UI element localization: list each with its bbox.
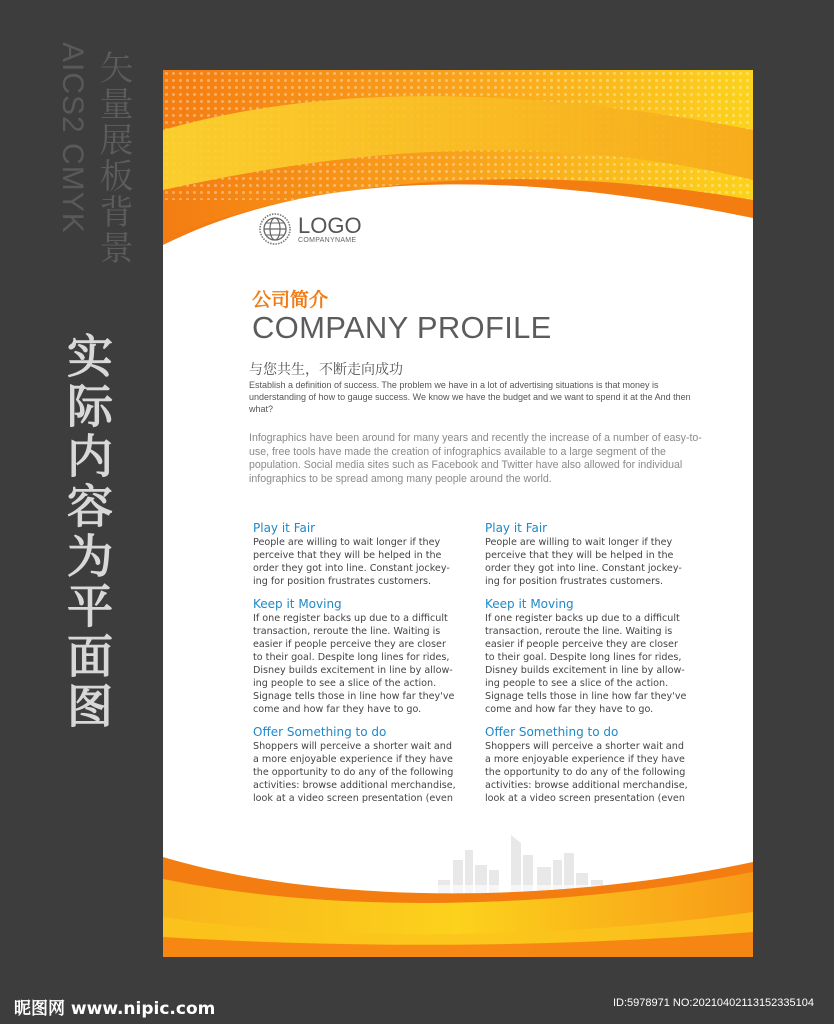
profile-board <box>163 70 753 957</box>
section <box>253 725 468 805</box>
intro-paragraph-2: Infographics have been around for many years and recently the increase of a number of easy-to-use, free tools have made the creation of infographics available to a large segment of the population. Social media sites such as Facebook and Twitter have also allowed for individual infographics to be spread among many people around the world. <box>249 432 702 485</box>
watermark-brand: 昵图网 www.nipic.com <box>14 999 216 1019</box>
side-caption-en: AICS2 CMYK <box>56 42 89 234</box>
text-column-left <box>253 521 468 814</box>
globe-icon <box>258 212 292 246</box>
logo <box>258 212 362 246</box>
bottom-wave-decoration <box>163 857 753 957</box>
title-chinese: 公司简介 <box>252 289 329 311</box>
section-body: People are willing to wait longer if they perceive that they will be helped in the order they got into line. Constant jockey- ing for position frustrates customers. <box>485 537 682 587</box>
page-title: COMPANY PROFILE <box>252 310 552 345</box>
section-body: Shoppers will perceive a shorter wait and a more enjoyable experience if they have the opportunity to do any of the following activities: browse additional merchandise, look at a video screen presentation (even <box>485 741 688 804</box>
logo-company-name: COMPANYNAME <box>298 236 357 244</box>
section <box>253 521 468 588</box>
section <box>485 725 700 805</box>
section-heading: Keep it Moving <box>253 597 342 611</box>
section <box>485 521 700 588</box>
text-column-right <box>485 521 700 814</box>
section-body: If one register backs up due to a difficult transaction, reroute the line. Waiting is easier if people perceive they are closer to their goal. Despite long lines for rides, Disney builds excitement in line by allow- ing people to see a slice of the action. Signage tells those in line how far they've come and how far they have to go. <box>485 613 687 715</box>
section-heading: Play it Fair <box>485 521 548 535</box>
section <box>253 597 468 716</box>
section-heading: Play it Fair <box>253 521 316 535</box>
logo-text: LOGO <box>298 212 362 238</box>
section-heading: Offer Something to do <box>253 725 387 739</box>
section <box>485 597 700 716</box>
section-heading: Keep it Moving <box>485 597 574 611</box>
section-body: People are willing to wait longer if they perceive that they will be helped in the order they got into line. Constant jockey- ing for position frustrates customers. <box>253 537 450 587</box>
side-caption-cn: 矢量展板背景 <box>93 50 133 266</box>
section-body: If one register backs up due to a difficult transaction, reroute the line. Waiting is easier if people perceive they are closer to their goal. Despite long lines for rides, Disney builds excitement in line by allow- ing people to see a slice of the action. Signage tells those in line how far they've come and how far they have to go. <box>253 613 455 715</box>
slogan: 与您共生，不断走向成功 <box>249 362 403 378</box>
side-caption-notice: 实际内容为平面图 <box>60 332 114 732</box>
section-body: Shoppers will perceive a shorter wait and a more enjoyable experience if they have the opportunity to do any of the following activities: browse additional merchandise, look at a video screen presentation (even <box>253 741 456 804</box>
intro-paragraph-1: Establish a definition of success. The problem we have in a lot of advertising situations is that money is understanding of how to gauge success. We know we have the budget and we want to spend it at the And then what? <box>249 380 691 414</box>
watermark-id: ID:5978971 NO:20210402113152335104 <box>612 997 814 1009</box>
section-heading: Offer Something to do <box>485 725 619 739</box>
